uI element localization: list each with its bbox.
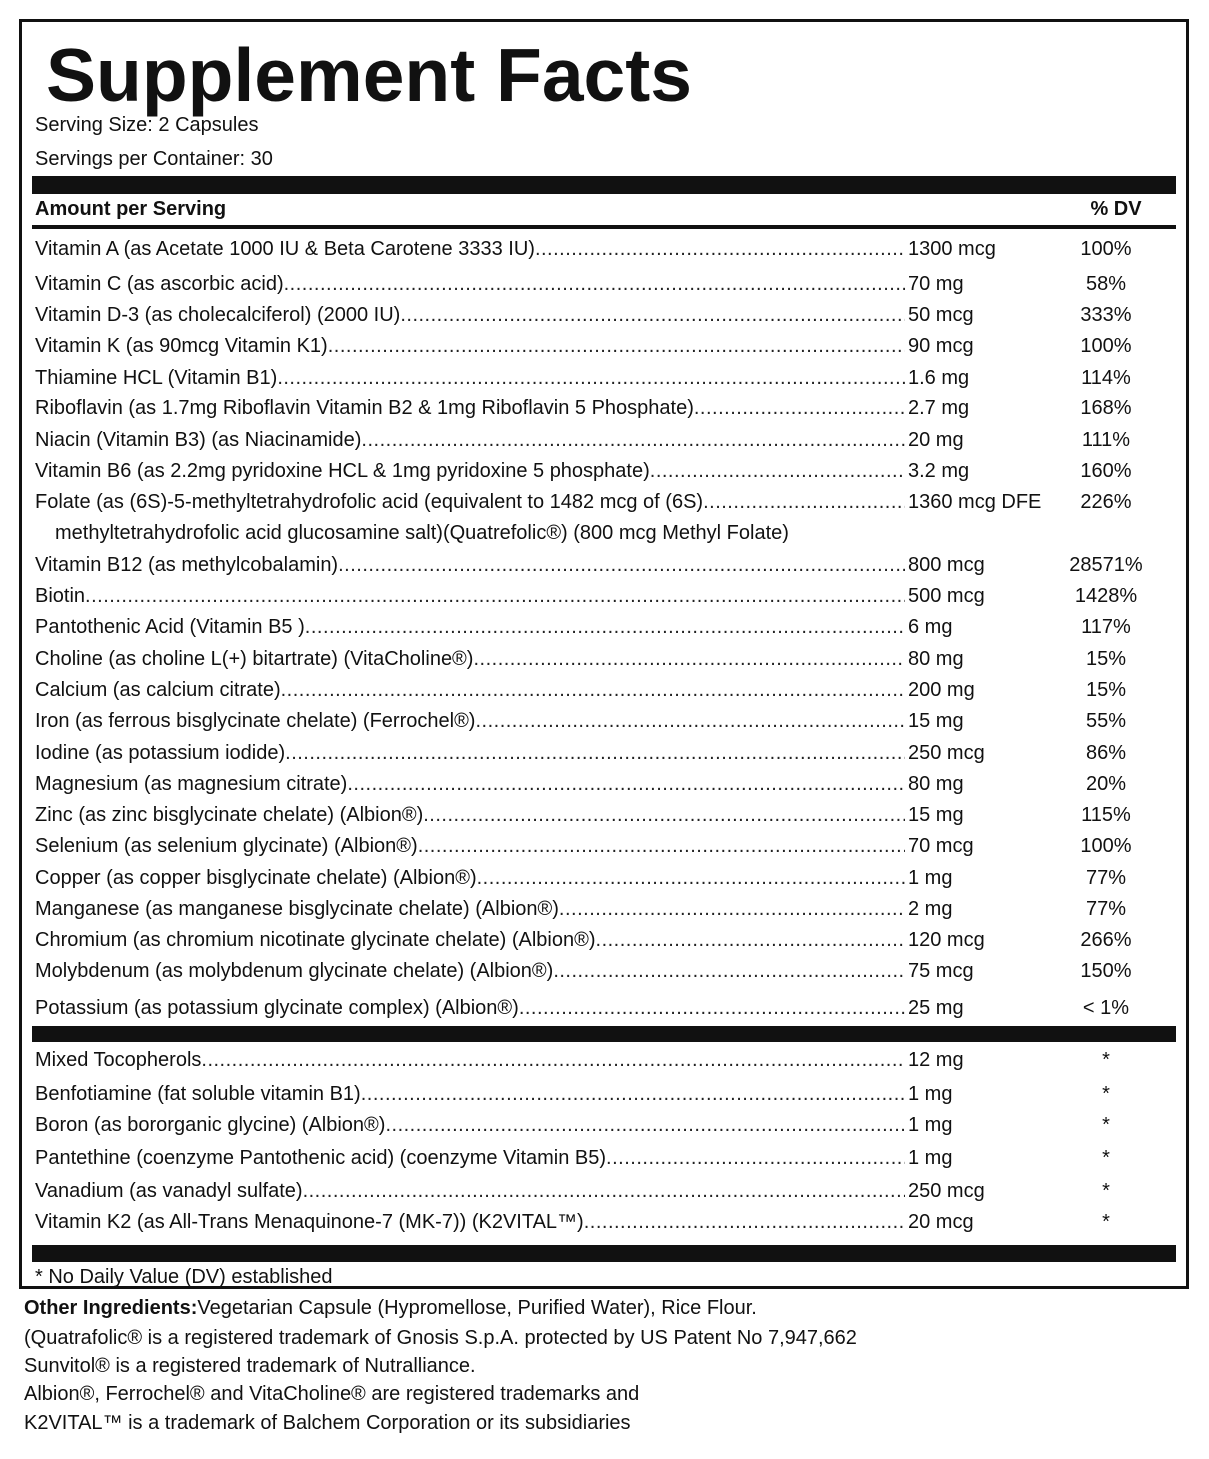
nutrient-amount: 70 mcg [908,835,974,857]
table-row [35,867,1176,895]
nutrient-amount: 2 mg [908,898,953,920]
nutrient-dv: 86% [1085,742,1127,764]
nutrient-dv: * [1102,1083,1110,1105]
table-row [35,773,1176,801]
dot-leader [559,898,905,921]
nutrient-name: Folate (as (6S)-5-methyltetrahydrofolic acid (equivalent to 1482 mcg of (6S) [35,491,704,513]
nutrient-dv: 58% [1085,273,1127,295]
nutrient-name-leader [35,960,905,983]
note-sunvitol: Sunvitol® is a registered trademark of Nutralliance. [24,1355,476,1377]
dot-leader [606,1147,905,1170]
table-row [35,585,1176,613]
nutrient-name: Vitamin C (as ascorbic acid) [35,273,284,295]
nutrient-name: Riboflavin (as 1.7mg Riboflavin Vitamin B2 & 1mg Riboflavin 5 Phosphate) [35,397,694,419]
nutrient-name: Selenium (as selenium glycinate) (Albion®) [35,835,418,857]
nutrient-name-leader [35,554,905,577]
nutrient-name-leader [35,238,905,261]
dot-leader [85,585,905,608]
nutrient-name-leader [35,1147,905,1170]
nutrient-name: Niacin (Vitamin B3) (as Niacinamide) [35,429,362,451]
nutrient-amount: 1 mg [908,1083,953,1105]
nutrient-name: Molybdenum (as molybdenum glycinate chelate) (Albion®) [35,960,554,982]
dot-leader [694,397,905,420]
dot-leader [596,929,905,952]
table-row [35,1049,1176,1077]
nutrient-dv: 117% [1081,616,1131,638]
nutrient-amount: 1.6 mg [908,367,970,389]
nutrient-amount: 500 mcg [908,585,985,607]
nutrient-name: Vitamin K (as 90mcg Vitamin K1) [35,335,328,357]
dot-leader [400,304,905,327]
nutrient-amount: 15 mg [908,804,964,826]
nutrient-amount: 80 mg [908,648,964,670]
nutrient-dv: 1428% [1074,585,1138,607]
table-row [35,367,1176,395]
table-row [35,1147,1176,1175]
nutrient-name: Biotin [35,585,86,607]
dot-leader [553,960,905,983]
table-row [35,710,1176,738]
nutrient-dv: 150% [1080,960,1132,982]
nutrient-dv: 111% [1081,429,1131,451]
nutrient-dv: 100% [1080,238,1132,260]
nutrient-dv: 100% [1080,835,1132,857]
nutrient-name-leader [35,491,905,514]
table-row [35,616,1176,644]
nutrient-name-leader [35,1083,905,1106]
nutrient-amount: 80 mg [908,773,964,795]
note-albion: Albion®, Ferrochel® and VitaCholine® are registered trademarks and [24,1383,640,1405]
table-row [35,835,1176,863]
nutrient-name-continuation: methyltetrahydrofolic acid glucosamine salt)(Quatrefolic®) (800 mcg Methyl Folate) [55,522,789,544]
nutrient-name-leader [35,335,905,358]
dot-leader [519,997,905,1020]
table-row [35,429,1176,457]
dot-leader [418,835,905,858]
nutrient-name: Vitamin D-3 (as cholecalciferol) (2000 IU) [35,304,401,326]
table-row [35,997,1176,1025]
nutrient-dv: 55% [1085,710,1127,732]
nutrient-name-leader [35,616,905,639]
table-row [35,960,1176,988]
dot-leader [535,238,905,261]
other-ingredients-text: Vegetarian Capsule (Hypromellose, Purified Water), Rice Flour. [197,1297,757,1319]
table-row [35,898,1176,926]
nutrient-name: Chromium (as chromium nicotinate glycinate chelate) (Albion®) [35,929,596,951]
table-row [35,804,1176,832]
supplement-facts-panel [19,19,1189,1289]
table-row [35,460,1176,488]
table-row [35,929,1176,957]
nutrient-amount: 6 mg [908,616,953,638]
nutrient-name-leader [35,304,905,327]
nutrient-amount: 200 mg [908,679,975,701]
dot-leader [650,460,905,483]
dot-leader [284,273,905,296]
nutrient-amount: 1360 mcg DFE [908,491,1042,513]
nutrient-amount: 20 mg [908,429,964,451]
thick-divider-top [32,176,1176,194]
table-row [35,397,1176,425]
nutrient-amount: 70 mg [908,273,964,295]
nutrient-name-leader [35,460,905,483]
nutrient-dv: 115% [1081,804,1131,826]
nutrient-name-leader [35,710,905,733]
other-ingredients [24,1297,757,1320]
nutrient-amount: 250 mcg [908,1180,985,1202]
nutrient-name: Manganese (as manganese bisglycinate chelate) (Albion®) [35,898,559,920]
amount-per-serving-header: Amount per Serving [35,198,227,220]
nutrient-name-leader [35,397,905,420]
note-quatrefolic: (Quatrafolic® is a registered trademark of Gnosis S.p.A. protected by US Patent No 7,947,662 [24,1327,857,1349]
nutrient-name: Zinc (as zinc bisglycinate chelate) (Albion®) [35,804,424,826]
dot-leader [285,742,905,765]
nutrient-amount: 250 mcg [908,742,985,764]
nutrient-amount: 75 mcg [908,960,974,982]
nutrient-name: Potassium (as potassium glycinate complex) (Albion®) [35,997,519,1019]
dot-leader [385,1114,905,1137]
nutrient-dv: 100% [1080,335,1132,357]
nutrient-dv: 226% [1080,491,1132,513]
nutrient-name-leader [35,898,905,921]
nutrient-name-leader [35,929,905,952]
table-row [35,1211,1176,1239]
nutrient-amount: 3.2 mg [908,460,970,482]
dot-leader [303,1180,905,1203]
nutrient-dv: * [1102,1211,1110,1233]
nutrient-name: Copper (as copper bisglycinate chelate) (Albion®) [35,867,477,889]
nutrient-dv: 333% [1080,304,1132,326]
dot-leader [477,867,905,890]
dot-leader [305,616,905,639]
nutrient-dv: 28571% [1069,554,1143,576]
nutrient-name: Vitamin B6 (as 2.2mg pyridoxine HCL & 1mg pyridoxine 5 phosphate) [35,460,650,482]
table-row [35,554,1176,582]
nutrient-dv: 15% [1085,648,1127,670]
nutrient-name: Thiamine HCL (Vitamin B1) [35,367,278,389]
nutrient-amount: 25 mg [908,997,964,1019]
table-row [35,648,1176,676]
nutrient-amount: 120 mcg [908,929,985,951]
dv-header: % DV [1090,198,1142,220]
table-row [35,304,1176,332]
nutrient-amount: 1300 mcg [908,238,996,260]
nutrient-name-leader [35,273,905,296]
nutrient-dv: 77% [1085,898,1127,920]
nutrient-name: Vitamin B12 (as methylcobalamin) [35,554,339,576]
table-row [35,1114,1176,1142]
dot-leader [361,1083,905,1106]
nutrient-amount: 12 mg [908,1049,964,1071]
nutrient-name: Iodine (as potassium iodide) [35,742,286,764]
nutrient-name: Choline (as choline L(+) bitartrate) (VitaCholine®) [35,648,474,670]
nutrient-dv: * [1102,1114,1110,1136]
nutrient-amount: 20 mcg [908,1211,974,1233]
nutrient-name-leader [35,679,905,702]
nutrient-name: Vitamin A (as Acetate 1000 IU & Beta Carotene 3333 IU) [35,238,535,260]
nutrient-amount: 90 mcg [908,335,974,357]
dot-leader [338,554,905,577]
nutrient-dv: 15% [1085,679,1127,701]
dot-leader [423,804,905,827]
nutrient-dv: < 1% [1082,997,1130,1019]
nutrient-name-leader [35,804,905,827]
table-row [35,491,1176,519]
nutrient-dv: * [1102,1049,1110,1071]
nutrient-name: Vanadium (as vanadyl sulfate) [35,1180,303,1202]
servings-per-container: Servings per Container: 30 [35,148,273,170]
nutrient-name: Boron (as bororganic glycine) (Albion®) [35,1114,386,1136]
table-row [35,273,1176,301]
nutrient-name-leader [35,867,905,890]
nutrient-name: Mixed Tocopherols [35,1049,202,1071]
panel-title: Supplement Facts [46,33,692,117]
nutrient-name: Pantethine (coenzyme Pantothenic acid) (coenzyme Vitamin B5) [35,1147,607,1169]
dot-leader [201,1049,905,1072]
footnote: * No Daily Value (DV) established [35,1266,333,1288]
dot-leader [475,710,905,733]
nutrient-name-leader [35,1049,905,1072]
nutrient-name-leader [35,1114,905,1137]
nutrient-amount: 1 mg [908,1147,953,1169]
nutrient-amount: 50 mcg [908,304,974,326]
nutrient-amount: 1 mg [908,867,953,889]
nutrient-amount: 800 mcg [908,554,985,576]
dot-leader [703,491,905,514]
nutrient-dv: 77% [1085,867,1127,889]
nutrient-name-leader [35,1180,905,1203]
note-k2vital: K2VITAL™ is a trademark of Balchem Corporation or its subsidiaries [24,1412,631,1434]
nutrient-name-leader [35,773,905,796]
nutrient-amount: 1 mg [908,1114,953,1136]
nutrient-name-leader [35,429,905,452]
thick-divider-middle [32,1026,1176,1042]
nutrient-dv: 114% [1081,367,1131,389]
nutrient-name-leader [35,1211,905,1234]
nutrient-name: Iron (as ferrous bisglycinate chelate) (Ferrochel®) [35,710,476,732]
nutrient-name: Pantothenic Acid (Vitamin B5 ) [35,616,305,638]
dot-leader [277,367,905,390]
table-row [35,238,1176,266]
nutrient-name: Benfotiamine (fat soluble vitamin B1) [35,1083,361,1105]
nutrient-dv: 266% [1080,929,1132,951]
table-row [35,742,1176,770]
divider-header [32,225,1176,229]
nutrient-name-leader [35,835,905,858]
nutrient-dv: * [1102,1180,1110,1202]
nutrient-dv: * [1102,1147,1110,1169]
nutrient-name-leader [35,367,905,390]
dot-leader [281,679,905,702]
nutrient-dv: 160% [1080,460,1132,482]
thick-divider-bottom [32,1245,1176,1262]
nutrient-name-leader [35,997,905,1020]
dot-leader [328,335,905,358]
dot-leader [584,1211,905,1234]
nutrient-name-leader [35,648,905,671]
nutrient-amount: 2.7 mg [908,397,970,419]
nutrient-name: Magnesium (as magnesium citrate) [35,773,348,795]
nutrient-name: Calcium (as calcium citrate) [35,679,281,701]
nutrient-amount: 15 mg [908,710,964,732]
nutrient-name-leader [35,585,905,608]
dot-leader [347,773,905,796]
nutrient-name: Vitamin K2 (as All-Trans Menaquinone-7 (MK-7)) (K2VITAL™) [35,1211,584,1233]
serving-size: Serving Size: 2 Capsules [35,114,259,136]
nutrient-dv: 20% [1085,773,1127,795]
nutrient-dv: 168% [1080,397,1132,419]
dot-leader [473,648,905,671]
table-row [35,679,1176,707]
dot-leader [361,429,905,452]
other-ingredients-label: Other Ingredients: [24,1297,198,1319]
table-row [35,1180,1176,1208]
nutrient-name-leader [35,742,905,765]
table-row [35,1083,1176,1111]
table-row [35,335,1176,363]
